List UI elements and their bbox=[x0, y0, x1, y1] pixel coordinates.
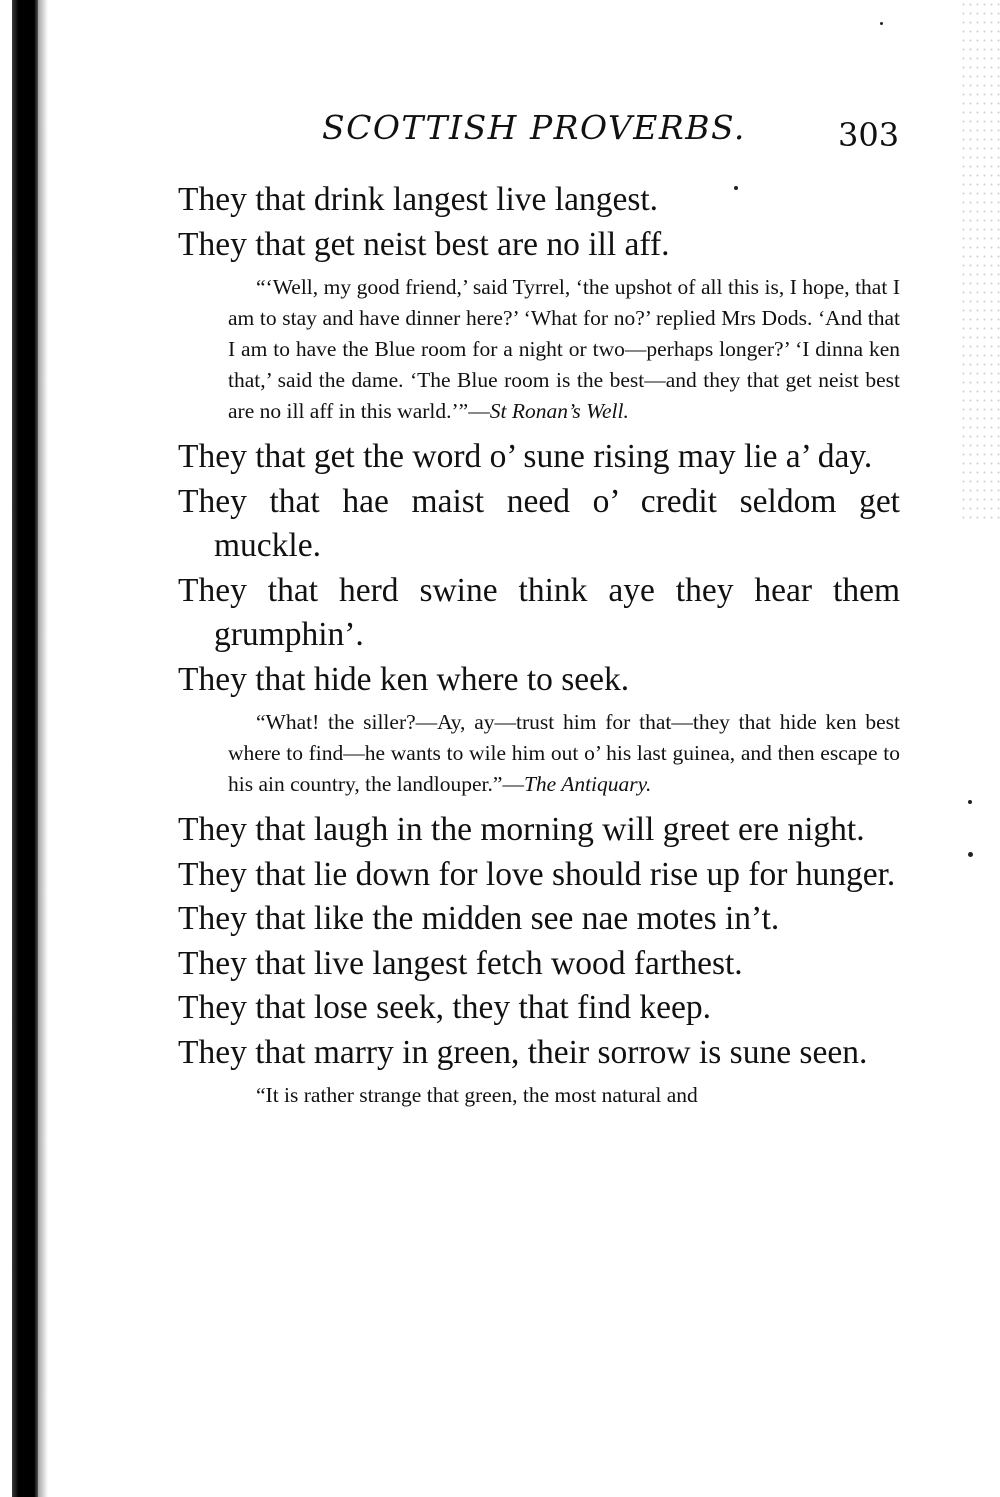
page-number: 303 bbox=[838, 116, 900, 154]
proverb-entry: They that like the midden see nae motes in’t. bbox=[178, 900, 780, 937]
proverb-entry: They that get the word o’ sune rising may lie a’ day. bbox=[178, 438, 873, 475]
proverb-entry: They that marry in green, their sorrow is sune seen. bbox=[178, 1033, 868, 1071]
scan-speck bbox=[880, 22, 883, 25]
proverb-entry: They that herd swine think aye they hear them grumphin’. bbox=[178, 571, 900, 653]
proverb-entry: They that hae maist need o’ credit seldom get muckle. bbox=[178, 482, 900, 564]
scan-speck bbox=[968, 852, 973, 857]
proverb-entry: They that drink langest live langest. bbox=[178, 181, 659, 218]
quote-source: The Antiquary. bbox=[523, 772, 652, 796]
quote-text: “‘Well, my good friend,’ said Tyrrel, ‘the upshot of all this is, I hope, that I am to stay and have dinner here?’ ‘What for no?’ replied Mrs Dods. ‘And that I am to have the Blue room for a night or two—perhaps longer?’ ‘I dinna ken that,’ said the dame. ‘The Blue room is the best—and they that get neist best are no ill aff in this warld.’”— bbox=[228, 275, 900, 423]
scan-binding-shadow bbox=[12, 0, 38, 1497]
scan-noise bbox=[960, 0, 1000, 520]
proverb-entry: They that live langest fetch wood farthest. bbox=[178, 944, 743, 982]
quote-text: “What! the siller?—Ay, ay—trust him for that—they that hide ken best where to find—he wants to wile him out o’ his last guinea, and then escape to his ain country, the landlouper.”— bbox=[228, 710, 900, 796]
proverb-list bbox=[178, 178, 900, 1119]
page-header bbox=[0, 108, 1000, 158]
quote-source: St Ronan’s Well. bbox=[489, 399, 629, 423]
scan-speck bbox=[968, 800, 972, 804]
literary-quote bbox=[178, 707, 900, 800]
proverb-entry: They that lose seek, they that find keep. bbox=[178, 989, 712, 1026]
proverb-entry: They that hide ken where to seek. bbox=[178, 660, 630, 698]
quote-text: “It is rather strange that green, the most natural and bbox=[256, 1083, 698, 1107]
proverb-entry: They that get neist best are no ill aff. bbox=[178, 225, 670, 263]
running-title: SCOTTISH PROVERBS. bbox=[322, 108, 746, 147]
literary-quote bbox=[178, 1080, 900, 1111]
literary-quote bbox=[178, 272, 900, 427]
proverb-entry: They that lie down for love should rise up for hunger. bbox=[178, 855, 896, 893]
proverb-entry: They that laugh in the morning will greet ere night. bbox=[178, 811, 865, 848]
scan-binding-gradient bbox=[38, 0, 48, 1497]
